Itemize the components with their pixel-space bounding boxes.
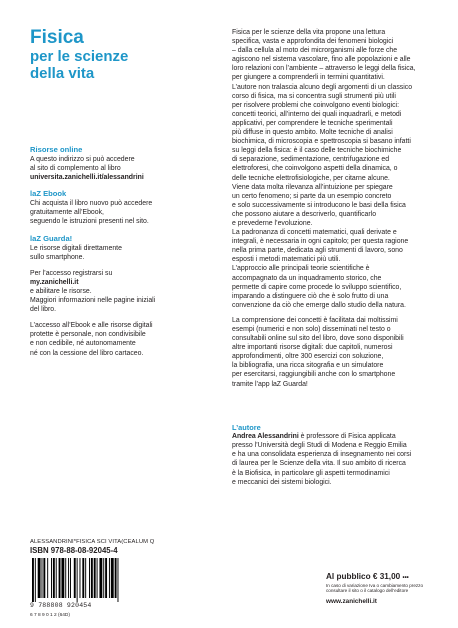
para1-line: un certo fenomeno; si parte da un esempio concreto [232, 192, 392, 200]
barcode-bar [105, 558, 107, 598]
guarda-text-1: Le risorse digitali direttamente [30, 244, 122, 252]
guarda-section [30, 234, 200, 262]
para1-line: agiscono nel sistema vascolare, fino alle popolazioni e alle [232, 56, 411, 64]
risorse-text-1: A questo indirizzo si può accedere [30, 156, 135, 163]
legal-text-4: né con la cessione del libro cartaceo. [30, 349, 144, 357]
para1-line: biochimica, di microscopia e spettroscopia si basano infatti [232, 138, 411, 146]
description-paragraph-2 [232, 316, 438, 389]
barcode-bar [99, 558, 102, 598]
autore-text-5: e meccanici dei sistemi biologici. [232, 478, 332, 486]
barcode-bar [43, 558, 45, 598]
barcode-bar [103, 558, 104, 598]
isbn-product-code: ALESSANDRINI*FISICA SCI VITA(CEALUM Q [30, 539, 155, 545]
legal-text-2: protette è personale, non condivisibile [30, 331, 146, 339]
risorse-text-2: al sito di complemento al libro [30, 165, 121, 173]
barcode-bar [51, 558, 52, 598]
price-stars: ••• [402, 575, 409, 581]
para1-line: e solo successivamente si introducono le basi della fisica [232, 201, 406, 209]
para1-line: delle tecniche elettrofisiologiche, per citarne alcune. [232, 174, 390, 182]
access-text-2: e abilitare le risorse. [30, 287, 92, 295]
legal-text-1: L’accesso all’Ebook e alle risorse digitali [30, 322, 153, 330]
para1-line: permette di capire come procede lo sviluppo scientifico, [232, 283, 402, 291]
barcode-bar [82, 558, 84, 598]
barcode-bar [47, 558, 48, 598]
risorse-online-heading: Risorse online [30, 145, 83, 154]
para1-line: applicativi, per comprendere le tecniche sperimentali [232, 119, 393, 127]
barcode-bar [85, 558, 86, 598]
para2-line: approfondimenti, oltre 300 esercizi con soluzione, [232, 353, 384, 361]
autore-text-0: è professore di Fisica applicata [298, 433, 396, 441]
barcode-bar [111, 558, 114, 598]
autore-text-4: è la Biofisica, in particolare gli aspetti termodinamici [232, 469, 390, 477]
para2-line: La comprensione dei concetti è facilitata dai moltissimi [232, 316, 398, 324]
price-note-2: consultare il sito o il catalogo dell’editore [326, 588, 409, 594]
para1-line: – dalla cellula al moto dei microrganismi alle forze che [232, 47, 398, 55]
risorse-online-section [30, 145, 200, 182]
para1-line: imparando a distinguere ciò che è solo frutto di una [232, 292, 389, 300]
para1-line: accompagnato da un inquadramento storico, che [232, 274, 382, 282]
barcode-bar [61, 558, 64, 598]
barcode-bar [115, 558, 117, 598]
ebook-heading: laZ Ebook [30, 189, 67, 199]
access-section [30, 269, 200, 314]
ebook-text-2: gratuitamente all’Ebook, [30, 209, 104, 217]
title-line-1: Fisica [30, 27, 84, 48]
barcode-image [30, 558, 142, 602]
barcode-bar [68, 558, 69, 598]
isbn-block [30, 539, 210, 619]
price-label: Al pubblico [326, 572, 371, 581]
barcode-digits: 9 788808 920454 [30, 602, 92, 609]
para1-line: Viene data molta rilevanza all’intuizione per spiegare [232, 183, 393, 191]
para2-line: tramite l’app laZ Guarda! [232, 380, 308, 388]
barcode-bar [109, 558, 110, 598]
para1-line: di separazione, sedimentazione, centrifugazione ed [232, 156, 390, 164]
para1-line: elettroforesi, che coinvolgono aspetti della dinamica, o [232, 165, 398, 173]
risorse-url-link[interactable]: universita.zanichelli.it/alessandrini [30, 174, 144, 182]
isbn-number [30, 546, 210, 556]
autore-text-2: e ha una consolidata esperienza di insegnamento nei corsi [232, 451, 412, 459]
access-text-1: Per l’accesso registrarsi su [30, 269, 113, 277]
para1-line: L’approccio alle principali teorie scientifiche è [232, 265, 370, 273]
autore-text-1: presso l’Università degli Studi di Modena e Reggio Emilia [232, 442, 407, 450]
legal-notice [30, 321, 200, 357]
para1-line: esposti i metodi matematici più utili. [232, 256, 341, 264]
para1-line: per giungere a comprenderli in termini quantitativi. [232, 74, 385, 82]
para1-line: su leggi della fisica: è il caso delle tecniche biochimiche [232, 147, 402, 155]
barcode-bar [42, 558, 43, 598]
ebook-text-3: seguendo le istruzioni presenti nel sito. [30, 218, 149, 226]
barcode-bar [65, 558, 66, 598]
autore-heading: L’autore [232, 422, 261, 432]
para2-line: consultabili online sul sito del libro, dove sono disponibili [232, 335, 404, 343]
para1-line: per risolvere problemi che coinvolgono eventi biologici: [232, 101, 399, 109]
isbn-number-main: ISBN 978-88-08-92045- [30, 546, 114, 555]
barcode-bar [35, 558, 36, 602]
barcode-bar [118, 558, 119, 602]
para1-line: corso di fisica, ma si concentra sugli strumenti più utili [232, 92, 396, 100]
barcode-bar [59, 558, 61, 598]
access-text-4: del libro. [30, 306, 57, 314]
para1-line: concetti teorici, all’interno dei quali inquadrarli, e metodi [232, 110, 402, 118]
para2-line: altre importanti risorse digitali: due capitoli, numerosi [232, 344, 393, 352]
guarda-heading: laZ Guarda! [30, 233, 73, 243]
para1-line: specifica, vasta e approfondita dei fenomeni biologici [232, 38, 394, 46]
barcode-bar [80, 558, 81, 598]
price-note-1: In caso di variazione Iva o cambiamento prezzo [326, 583, 424, 588]
publisher-site-link[interactable]: www.zanichelli.it [326, 597, 377, 605]
para2-line: la bibliografia, una ricca sitografia e un simulatore [232, 362, 384, 370]
guarda-text-2: sullo smartphone. [30, 253, 85, 261]
ebook-text-1: Chi acquista il libro nuovo può accedere [30, 200, 153, 208]
description-paragraph-1 [232, 28, 438, 310]
barcode-bar [89, 558, 90, 598]
price-block [326, 572, 446, 606]
autore-section [232, 423, 438, 487]
barcode-bar [74, 558, 76, 598]
para2-line: per esercitarsi, raggiungibili anche con lo smartphone [232, 371, 396, 379]
autore-text-3: di laurea per le Scienze della vita. Il suo ambito di ricerca [232, 460, 406, 468]
barcode-bar [38, 558, 41, 598]
title-line-3: della vita [30, 65, 95, 82]
para1-line: loro relazioni con l’ambiente – attraverso le leggi della fisica, [232, 65, 416, 73]
print-code: 6 7 8 9 0 1 2 (64D) [30, 613, 70, 618]
para1-line: che possono aiutare a descriverlo, quantificarlo [232, 210, 377, 218]
price-value: € 31,00 [372, 572, 401, 581]
left-column [30, 28, 200, 358]
para1-line: e prevederne l’evoluzione. [232, 219, 313, 227]
para1-line: Fisica per le scienze della vita propone una lettura [232, 29, 386, 36]
ebook-section [30, 189, 200, 226]
barcode-bar [70, 558, 71, 598]
barcode-bar [56, 558, 57, 598]
para2-line: esempi (numerici e non solo) disseminati nel testo o [232, 326, 391, 333]
barcode-bar [77, 558, 78, 602]
legal-text-3: e non cedibile, né autonomamente [30, 340, 136, 348]
barcode-bar [32, 558, 34, 602]
isbn-check-digit: 4 [113, 546, 118, 555]
right-column [232, 28, 438, 487]
title-line-2: per le scienze [30, 48, 129, 65]
para1-line: più diffuse in questo ambito. Molte tecniche di analisi [232, 129, 393, 137]
price-line [326, 572, 446, 583]
barcode-bar [91, 558, 93, 598]
autore-name: Andrea Alessandrini [232, 433, 299, 441]
barcode-bar [94, 558, 96, 598]
para1-line: integrali, è necessaria in ogni capitolo; per questa ragione [232, 238, 409, 246]
book-title [30, 28, 200, 82]
para1-line: L’autore non tralascia alcuno degli argomenti di un classico [232, 83, 413, 91]
para1-line: La padronanza di concetti matematici, quali derivate e [232, 229, 397, 237]
access-url-link[interactable]: my.zanichelli.it [30, 278, 79, 286]
para1-line: nella prima parte, dedicata agli strumenti di lavoro, sono [232, 247, 403, 255]
barcode-bar [97, 558, 98, 598]
access-text-3: Maggiori informazioni nelle pagine iniziali [30, 297, 156, 305]
para1-line: convenzione da ciò che emerge dallo studio della natura. [232, 301, 406, 309]
barcode-bar [53, 558, 55, 598]
